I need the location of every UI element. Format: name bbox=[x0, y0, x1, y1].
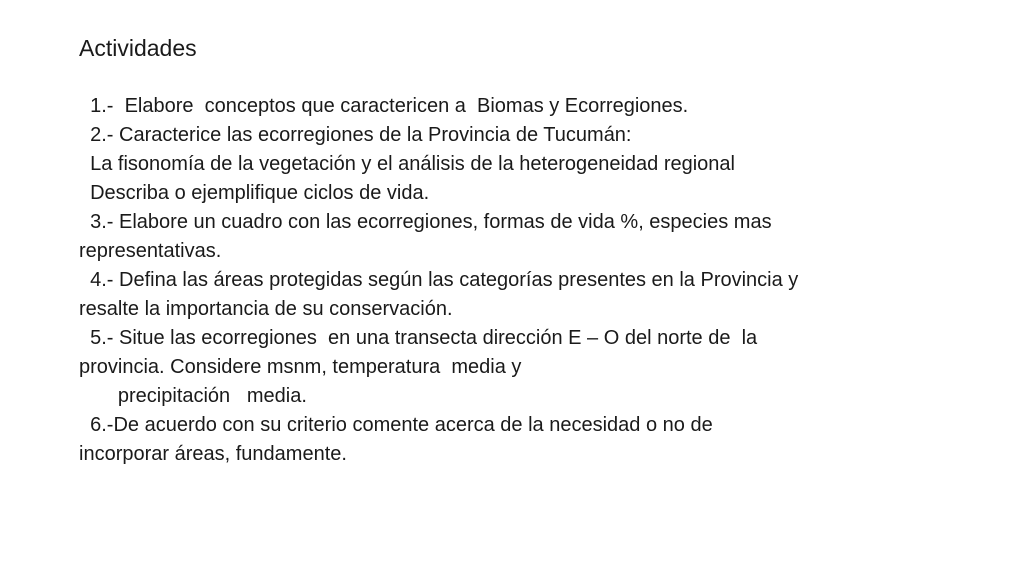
activity-line: provincia. Considere msnm, temperatura media y bbox=[79, 356, 522, 378]
activity-line: 5.- Situe las ecorregiones en una transecta dirección E – O del norte de la bbox=[79, 327, 758, 349]
activity-line: 3.- Elabore un cuadro con las ecorregiones, formas de vida %, especies mas bbox=[79, 211, 772, 233]
activity-line: 6.-De acuerdo con su criterio comente acerca de la necesidad o no de bbox=[79, 414, 713, 436]
activity-line: 1.- Elabore conceptos que caractericen a Biomas y Ecorregiones. bbox=[79, 95, 689, 117]
activity-line: Describa o ejemplifique ciclos de vida. bbox=[79, 182, 430, 204]
activity-line: incorporar áreas, fundamente. bbox=[79, 443, 347, 465]
activity-list bbox=[79, 92, 959, 469]
activity-line: 2.- Caracterice las ecorregiones de la Provincia de Tucumán: bbox=[79, 124, 632, 146]
activity-line: resalte la importancia de su conservación. bbox=[79, 298, 453, 320]
activity-line: representativas. bbox=[79, 240, 222, 262]
activity-line: La fisonomía de la vegetación y el análisis de la heterogeneidad regional bbox=[79, 153, 735, 175]
activity-line: 4.- Defina las áreas protegidas según las categorías presentes en la Provincia y bbox=[79, 269, 799, 291]
activity-line: precipitación media. bbox=[79, 385, 307, 407]
slide-title: Actividades bbox=[79, 35, 197, 61]
